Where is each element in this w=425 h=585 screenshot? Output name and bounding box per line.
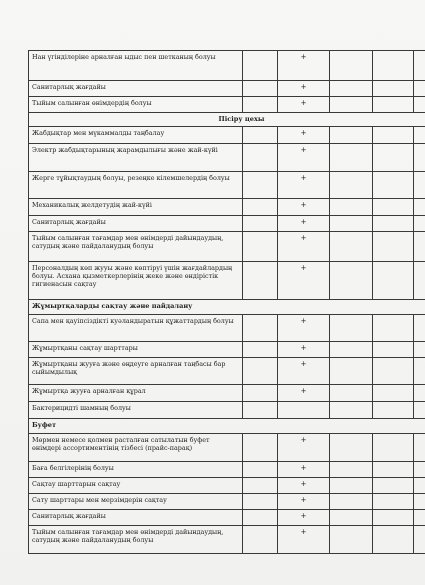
checklist-row (29, 216, 425, 232)
compliance-mark-cell (278, 144, 330, 172)
compliance-mark-cell (278, 342, 330, 358)
empty-check-cell (373, 199, 414, 216)
empty-check-cell (414, 342, 425, 358)
checklist-row (29, 385, 425, 402)
checklist-row (29, 262, 425, 300)
empty-check-cell (373, 402, 414, 419)
section-header-row (29, 113, 425, 127)
compliance-mark: + (300, 146, 307, 154)
compliance-mark-cell (278, 315, 330, 342)
empty-check-cell (330, 51, 373, 81)
requirement-text: Жұмыртқа жууға арналған құрал (29, 385, 243, 402)
checklist-body (29, 51, 425, 554)
requirement-text: Санитарлық жағдайы (29, 81, 243, 97)
compliance-mark: + (300, 99, 307, 107)
empty-check-cell (414, 51, 425, 81)
requirement-text: Персоналдың көп жууы және көптіруі үшін жағдайлардың болуы. Асхана қызметкерлерінің жеке және өндірістік гигиенасын сақтау (29, 262, 243, 300)
empty-check-cell (243, 478, 278, 494)
compliance-mark: + (300, 464, 307, 472)
checklist-row (29, 494, 425, 510)
compliance-mark: + (300, 201, 307, 209)
compliance-mark: + (300, 436, 307, 444)
empty-check-cell (243, 315, 278, 342)
empty-check-cell (330, 315, 373, 342)
requirement-text: Тыйым салынған өнімдердің болуы (29, 97, 243, 113)
compliance-mark-cell (278, 199, 330, 216)
empty-check-cell (373, 51, 414, 81)
empty-check-cell (373, 385, 414, 402)
checklist-row (29, 358, 425, 385)
empty-check-cell (330, 402, 373, 419)
empty-check-cell (243, 358, 278, 385)
requirement-text: Сақтау шарттарын сақтау (29, 478, 243, 494)
compliance-mark-cell (278, 358, 330, 385)
compliance-mark-cell (278, 434, 330, 462)
checklist-row (29, 434, 425, 462)
empty-check-cell (414, 478, 425, 494)
checklist-row (29, 402, 425, 419)
checklist-row (29, 342, 425, 358)
compliance-mark: + (300, 387, 307, 395)
empty-check-cell (414, 262, 425, 300)
requirement-text: Жерге тұйықтаудың болуы, резеңке кілемшелердің болуы (29, 172, 243, 199)
checklist-row (29, 478, 425, 494)
requirement-text: Сату шарттары мен мерзімдерін сақтау (29, 494, 243, 510)
empty-check-cell (330, 478, 373, 494)
empty-check-cell (243, 172, 278, 199)
checklist-row (29, 526, 425, 554)
empty-check-cell (243, 127, 278, 144)
requirement-text: Жұмыртқаны сақтау шарттары (29, 342, 243, 358)
requirement-text: Тыйым салынған тағамдар мен өнімдерді дайындаудың, сатудың және пайдаланудың болуы (29, 232, 243, 262)
empty-check-cell (414, 81, 425, 97)
empty-check-cell (414, 462, 425, 478)
empty-check-cell (373, 462, 414, 478)
checklist-row (29, 172, 425, 199)
empty-check-cell (243, 216, 278, 232)
requirement-text: Жұмыртқаны жууға және өңдеуге арналған таңбасы бар сыйымдылық (29, 358, 243, 385)
empty-check-cell (243, 342, 278, 358)
empty-check-cell (373, 526, 414, 554)
checklist-row (29, 510, 425, 526)
compliance-mark: + (300, 83, 307, 91)
empty-check-cell (330, 127, 373, 144)
empty-check-cell (330, 199, 373, 216)
empty-check-cell (414, 127, 425, 144)
compliance-mark: + (300, 218, 307, 226)
empty-check-cell (330, 172, 373, 199)
empty-check-cell (330, 144, 373, 172)
compliance-mark: + (300, 496, 307, 504)
requirement-text: Сапа мен қауіпсіздікті куәландыратын құжаттардың болуы (29, 315, 243, 342)
requirement-text: Мөрмен немесе қолмен расталған сатылатын буфет өнімдері ассортиментінің тізбесі (прайс-парақ) (29, 434, 243, 462)
empty-check-cell (243, 144, 278, 172)
section-header-row (29, 419, 425, 434)
empty-check-cell (330, 510, 373, 526)
empty-check-cell (414, 510, 425, 526)
empty-check-cell (373, 510, 414, 526)
empty-check-cell (414, 172, 425, 199)
empty-check-cell (414, 232, 425, 262)
empty-check-cell (373, 262, 414, 300)
compliance-mark-cell (278, 51, 330, 81)
section-title: Жұмыртқаларды сақтау және пайдалану (32, 302, 193, 310)
section-header-row (29, 300, 425, 315)
section-title: Пісіру цехы (218, 115, 265, 123)
empty-check-cell (373, 81, 414, 97)
empty-check-cell (414, 144, 425, 172)
compliance-mark: + (300, 512, 307, 520)
empty-check-cell (414, 97, 425, 113)
empty-check-cell (373, 127, 414, 144)
empty-check-cell (243, 434, 278, 462)
compliance-mark-cell (278, 262, 330, 300)
compliance-mark-cell (278, 510, 330, 526)
compliance-mark-cell (278, 478, 330, 494)
requirement-text: Механикалық желдетудің жай-күйі (29, 199, 243, 216)
compliance-mark: + (300, 174, 307, 182)
empty-check-cell (330, 262, 373, 300)
empty-check-cell (373, 342, 414, 358)
empty-check-cell (414, 494, 425, 510)
compliance-mark-cell (278, 462, 330, 478)
compliance-mark-cell (278, 385, 330, 402)
empty-check-cell (243, 462, 278, 478)
compliance-mark-cell (278, 81, 330, 97)
empty-check-cell (243, 510, 278, 526)
checklist-row (29, 462, 425, 478)
checklist-row (29, 315, 425, 342)
compliance-mark-cell (278, 172, 330, 199)
empty-check-cell (373, 494, 414, 510)
section-title: Буфет (32, 421, 57, 429)
empty-check-cell (330, 232, 373, 262)
empty-check-cell (330, 494, 373, 510)
empty-check-cell (243, 385, 278, 402)
empty-check-cell (243, 97, 278, 113)
checklist-row (29, 97, 425, 113)
compliance-mark: + (300, 264, 307, 272)
empty-check-cell (330, 526, 373, 554)
empty-check-cell (373, 232, 414, 262)
empty-check-cell (373, 315, 414, 342)
requirement-text: Санитарлық жағдайы (29, 510, 243, 526)
compliance-mark-cell (278, 127, 330, 144)
requirement-text: Электр жабдықтарының жарамдылығы және жай-күйі (29, 144, 243, 172)
empty-check-cell (414, 526, 425, 554)
compliance-mark-cell (278, 232, 330, 262)
empty-check-cell (330, 385, 373, 402)
requirement-text: Тыйым салынған тағамдар мен өнімдерді дайындаудың, сатудың және пайдаланудың болуы (29, 526, 243, 554)
empty-check-cell (243, 81, 278, 97)
empty-check-cell (243, 51, 278, 81)
empty-check-cell (330, 216, 373, 232)
empty-check-cell (373, 434, 414, 462)
compliance-mark: + (300, 360, 307, 368)
empty-check-cell (330, 342, 373, 358)
requirement-text: Баға белгілерінің болуы (29, 462, 243, 478)
checklist-row (29, 199, 425, 216)
compliance-mark: + (300, 317, 307, 325)
empty-check-cell (373, 172, 414, 199)
compliance-mark-cell (278, 402, 330, 419)
empty-check-cell (414, 199, 425, 216)
requirement-text: Жабдықтар мен мүкаммалды таңбалау (29, 127, 243, 144)
requirement-text: Санитарлық жағдайы (29, 216, 243, 232)
checklist-row (29, 144, 425, 172)
checklist-row (29, 232, 425, 262)
empty-check-cell (414, 402, 425, 419)
compliance-mark-cell (278, 526, 330, 554)
empty-check-cell (414, 358, 425, 385)
compliance-mark: + (300, 528, 307, 536)
empty-check-cell (243, 199, 278, 216)
empty-check-cell (330, 81, 373, 97)
empty-check-cell (373, 216, 414, 232)
empty-check-cell (243, 232, 278, 262)
checklist-row (29, 51, 425, 81)
empty-check-cell (414, 315, 425, 342)
requirement-text: Бактерицидті шамның болуы (29, 402, 243, 419)
empty-check-cell (330, 434, 373, 462)
empty-check-cell (373, 97, 414, 113)
compliance-mark: + (300, 480, 307, 488)
empty-check-cell (243, 402, 278, 419)
empty-check-cell (330, 358, 373, 385)
compliance-mark: + (300, 344, 307, 352)
empty-check-cell (330, 97, 373, 113)
empty-check-cell (330, 462, 373, 478)
empty-check-cell (373, 144, 414, 172)
empty-check-cell (373, 478, 414, 494)
compliance-mark-cell (278, 97, 330, 113)
empty-check-cell (373, 358, 414, 385)
empty-check-cell (243, 526, 278, 554)
checklist-row (29, 81, 425, 97)
empty-check-cell (243, 494, 278, 510)
compliance-mark: + (300, 53, 307, 61)
requirement-text: Нан үгінділеріне арналған ыдыс пен шетканың болуы (29, 51, 243, 81)
empty-check-cell (414, 385, 425, 402)
compliance-mark-cell (278, 216, 330, 232)
empty-check-cell (414, 434, 425, 462)
checklist-row (29, 127, 425, 144)
compliance-mark-cell (278, 494, 330, 510)
compliance-mark: + (300, 129, 307, 137)
empty-check-cell (414, 216, 425, 232)
inspection-checklist-table (28, 50, 425, 554)
compliance-mark: + (300, 234, 307, 242)
empty-check-cell (243, 262, 278, 300)
